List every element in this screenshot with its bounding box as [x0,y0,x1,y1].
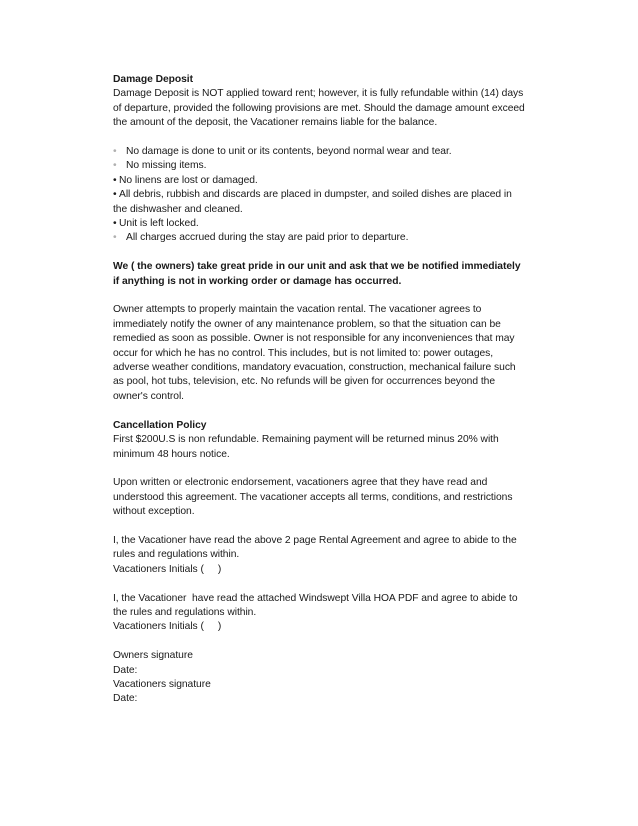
cancellation-body: First $200U.S is non refundable. Remaining payment will be returned minus 20% with minimum 48 hours notice. [113,434,499,460]
provision-item [113,174,528,188]
provision-text: No linens are lost or damaged. [119,174,258,186]
bullet-icon: • [113,232,117,244]
maintenance-paragraph: Owner attempts to properly maintain the vacation rental. The vacationer agrees to immediately notify the owner of any maintenance problem, so that the situation can be remedied as soon as possible. Owner is not responsible for any inconveniences that may occur for which he has no control. This includes, but is not limited to: power outages, adverse weather conditions, mandatory evacuation, construction, mechanical failure such as pool, hot tubs, television, etc. No refunds will be given for occurrences beyond the owner's control. [113,304,516,402]
hoa-agreement-acknowledgement [113,592,528,635]
provision-text: All charges accrued during the stay are paid prior to departure. [126,232,409,244]
bullet-icon: • [113,160,117,172]
bullet-icon: • [113,146,117,158]
hoa-agreement-text: I, the Vacationer have read the attached Windswept Villa HOA PDF and agree to abide to the rules and regulations within. [113,592,521,618]
provision-item [113,159,528,173]
provision-text: All debris, rubbish and discards are placed in dumpster, and soiled dishes are placed in the dishwasher and cleaned. [113,189,512,215]
provision-text: Unit is left locked. [119,218,199,230]
rental-agreement-text: I, the Vacationer have read the above 2 page Rental Agreement and agree to abide to the rules and regulations within. [113,534,517,561]
vacationers-signature-line: Vacationers signature [113,678,211,690]
provision-item [113,145,528,159]
damage-deposit-body: Damage Deposit is NOT applied toward rent; however, it is fully refundable within (14) days of departure, provided the following provisions are met. Should the damage amount exceed the amount of the deposit, the Vacationer remains liable for the balance. [113,88,525,129]
bullet-icon: • [113,218,117,230]
owners-signature-line: Owners signature [113,650,193,662]
damage-deposit-section [113,73,528,131]
vacationers-initials-line: Vacationers Initials ( ) [113,621,222,633]
damage-deposit-heading: Damage Deposit [113,74,193,85]
provision-text: No missing items. [126,160,207,172]
bullet-icon: • [113,189,117,201]
damage-deposit-provisions-list [113,145,528,246]
owners-pride-paragraph: We ( the owners) take great pride in our unit and ask that we be notified immediately if anything is not in working order or damage has occurred. [113,261,521,287]
owners-date-line: Date: [113,664,138,676]
document-page [113,73,528,707]
provision-text: No damage is done to unit or its contents, beyond normal wear and tear. [126,146,452,158]
provision-item [113,188,528,217]
rental-agreement-acknowledgement [113,534,528,577]
signature-block [113,649,528,707]
vacationers-initials-line: Vacationers Initials ( ) [113,563,222,575]
bullet-icon: • [113,174,117,186]
vacationers-date-line: Date: [113,693,138,705]
provision-item [113,231,528,245]
provision-item [113,217,528,231]
endorsement-paragraph: Upon written or electronic endorsement, vacationers agree that they have read and understood this agreement. The vacationer accepts all terms, conditions, and restrictions without exception. [113,477,513,518]
cancellation-section [113,419,528,462]
cancellation-heading: Cancellation Policy [113,419,207,431]
